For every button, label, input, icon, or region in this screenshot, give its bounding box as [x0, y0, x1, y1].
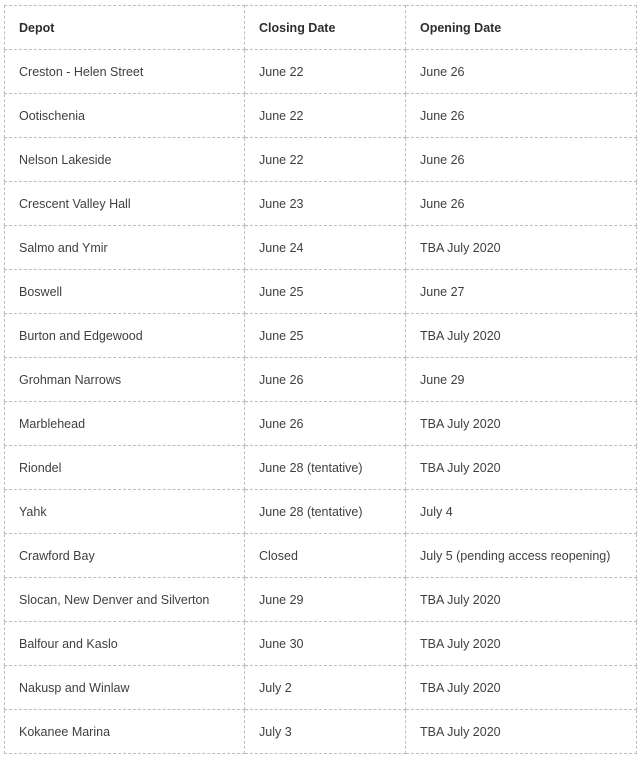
closing-date-cell: July 3 [245, 710, 406, 754]
table-row [5, 402, 637, 446]
depot-cell: Crescent Valley Hall [5, 182, 245, 226]
depot-cell: Ootischenia [5, 94, 245, 138]
opening-date-cell: June 26 [406, 138, 637, 182]
table-row [5, 710, 637, 754]
table-row [5, 138, 637, 182]
opening-date-cell: June 26 [406, 50, 637, 94]
opening-date-cell: TBA July 2020 [406, 666, 637, 710]
closing-date-cell: June 26 [245, 402, 406, 446]
closing-date-cell: Closed [245, 534, 406, 578]
header-depot: Depot [5, 6, 245, 50]
closing-date-cell: June 23 [245, 182, 406, 226]
table-row [5, 182, 637, 226]
closing-date-cell: June 22 [245, 94, 406, 138]
opening-date-cell: TBA July 2020 [406, 622, 637, 666]
header-row [5, 6, 637, 50]
table-row [5, 314, 637, 358]
depot-cell: Burton and Edgewood [5, 314, 245, 358]
closing-date-cell: June 28 (tentative) [245, 446, 406, 490]
table-row [5, 578, 637, 622]
depot-cell: Yahk [5, 490, 245, 534]
table-row [5, 622, 637, 666]
opening-date-cell: TBA July 2020 [406, 446, 637, 490]
table-row [5, 534, 637, 578]
opening-date-cell: TBA July 2020 [406, 710, 637, 754]
closing-date-cell: June 24 [245, 226, 406, 270]
closing-date-cell: June 25 [245, 314, 406, 358]
closing-date-cell: June 30 [245, 622, 406, 666]
opening-date-cell: July 4 [406, 490, 637, 534]
opening-date-cell: June 26 [406, 182, 637, 226]
table-row [5, 358, 637, 402]
closing-date-cell: June 25 [245, 270, 406, 314]
opening-date-cell: June 29 [406, 358, 637, 402]
closing-date-cell: June 29 [245, 578, 406, 622]
depot-schedule-table-container [4, 5, 636, 754]
header-closing-date: Closing Date [245, 6, 406, 50]
closing-date-cell: June 22 [245, 50, 406, 94]
table-row [5, 50, 637, 94]
table-row [5, 226, 637, 270]
depot-cell: Grohman Narrows [5, 358, 245, 402]
table-row [5, 666, 637, 710]
opening-date-cell: TBA July 2020 [406, 314, 637, 358]
table-row [5, 270, 637, 314]
closing-date-cell: June 22 [245, 138, 406, 182]
table-header [5, 6, 637, 50]
opening-date-cell: June 27 [406, 270, 637, 314]
opening-date-cell: TBA July 2020 [406, 226, 637, 270]
table-body [5, 50, 637, 754]
opening-date-cell: TBA July 2020 [406, 402, 637, 446]
closing-date-cell: July 2 [245, 666, 406, 710]
depot-schedule-table [4, 5, 637, 754]
depot-cell: Crawford Bay [5, 534, 245, 578]
opening-date-cell: July 5 (pending access reopening) [406, 534, 637, 578]
depot-cell: Nelson Lakeside [5, 138, 245, 182]
opening-date-cell: TBA July 2020 [406, 578, 637, 622]
depot-cell: Slocan, New Denver and Silverton [5, 578, 245, 622]
depot-cell: Boswell [5, 270, 245, 314]
header-opening-date: Opening Date [406, 6, 637, 50]
depot-cell: Nakusp and Winlaw [5, 666, 245, 710]
depot-cell: Kokanee Marina [5, 710, 245, 754]
depot-cell: Riondel [5, 446, 245, 490]
depot-cell: Balfour and Kaslo [5, 622, 245, 666]
opening-date-cell: June 26 [406, 94, 637, 138]
closing-date-cell: June 28 (tentative) [245, 490, 406, 534]
table-row [5, 490, 637, 534]
depot-cell: Creston - Helen Street [5, 50, 245, 94]
depot-cell: Marblehead [5, 402, 245, 446]
depot-cell: Salmo and Ymir [5, 226, 245, 270]
table-row [5, 446, 637, 490]
closing-date-cell: June 26 [245, 358, 406, 402]
table-row [5, 94, 637, 138]
